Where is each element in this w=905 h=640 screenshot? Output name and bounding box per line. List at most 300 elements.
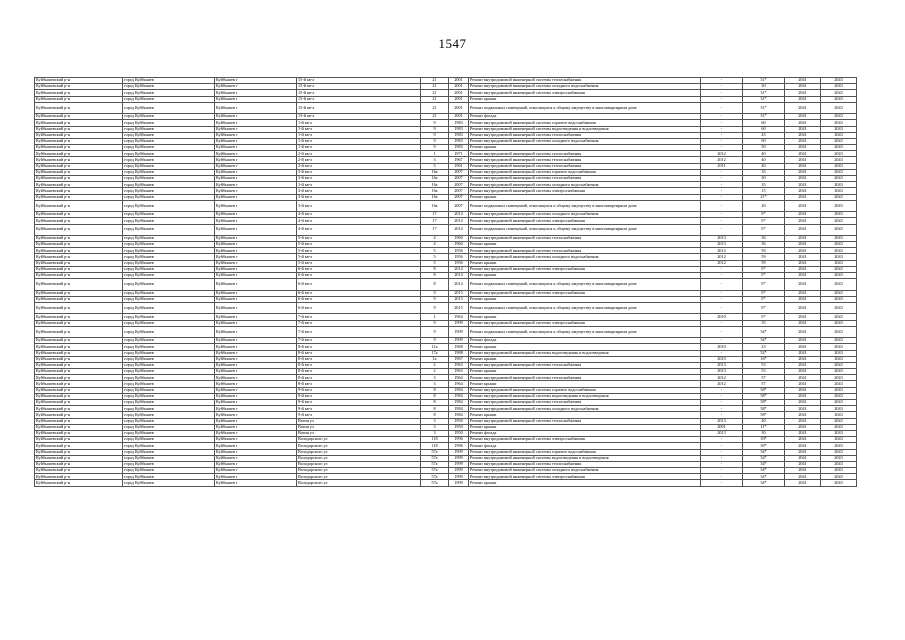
street-cell: 3-й кв-л	[297, 200, 421, 211]
district-cell: Куйбышевский р-н	[35, 242, 123, 248]
work-type-cell: Ремонт внутридомовой инженерной системы электроснабжения	[469, 188, 701, 194]
locality-cell: Куйбышев г	[215, 279, 297, 290]
start-year-cell: 2041	[785, 320, 821, 326]
locality-cell: Куйбышев г	[215, 356, 297, 362]
year-built-cell: 1999	[449, 480, 469, 486]
locality-cell: Куйбышев г	[215, 188, 297, 194]
last-repair-cell: 2010	[701, 344, 743, 350]
year-built-cell: 1971	[449, 151, 469, 157]
municipality-cell: город Куйбышев	[123, 303, 215, 314]
municipality-cell: город Куйбышев	[123, 84, 215, 90]
end-year-cell: 2043	[821, 90, 857, 96]
wear-cell: 0*	[743, 266, 785, 272]
district-cell: Куйбышевский р-н	[35, 102, 123, 113]
wear-cell: 60	[743, 138, 785, 144]
wear-cell: 0*	[743, 224, 785, 235]
municipality-cell: город Куйбышев	[123, 138, 215, 144]
year-built-cell: 1999	[449, 326, 469, 337]
house-cell: 17	[421, 224, 449, 235]
wear-cell: 58*	[743, 400, 785, 406]
locality-cell: Куйбышев г	[215, 314, 297, 320]
municipality-cell: город Куйбышев	[123, 369, 215, 375]
year-built-cell: 1984	[449, 400, 469, 406]
last-repair-cell: -	[701, 84, 743, 90]
locality-cell: Куйбышев г	[215, 200, 297, 211]
work-type-cell: Ремонт внутридомовой инженерной системы электроснабжения	[469, 290, 701, 296]
last-repair-cell: -	[701, 455, 743, 461]
street-cell: 4-й кв-л	[297, 218, 421, 224]
municipality-cell: город Куйбышев	[123, 151, 215, 157]
locality-cell: Куйбышев г	[215, 96, 297, 102]
start-year-cell: 2041	[785, 242, 821, 248]
year-built-cell: 1999	[449, 461, 469, 467]
district-cell: Куйбышевский р-н	[35, 406, 123, 412]
last-repair-cell: -	[701, 480, 743, 486]
house-cell: 16а	[421, 182, 449, 188]
year-built-cell: 2014	[449, 279, 469, 290]
start-year-cell: 2041	[785, 468, 821, 474]
district-cell: Куйбышевский р-н	[35, 212, 123, 218]
wear-cell: 34*	[743, 468, 785, 474]
year-built-cell: 1950	[449, 430, 469, 436]
year-built-cell: 1988	[449, 350, 469, 356]
table-row	[35, 480, 857, 486]
municipality-cell: город Куйбышев	[123, 350, 215, 356]
house-cell: 57а	[421, 461, 449, 467]
end-year-cell: 2043	[821, 248, 857, 254]
last-repair-cell: 2001	[701, 424, 743, 430]
year-built-cell: 1961	[449, 163, 469, 169]
municipality-cell: город Куйбышев	[123, 320, 215, 326]
district-cell: Куйбышевский р-н	[35, 400, 123, 406]
last-repair-cell: 2013	[701, 235, 743, 241]
wear-cell: 40	[743, 163, 785, 169]
municipality-cell: город Куйбышев	[123, 169, 215, 175]
wear-cell: 59	[743, 248, 785, 254]
end-year-cell: 2043	[821, 326, 857, 337]
locality-cell: Куйбышев г	[215, 320, 297, 326]
start-year-cell: 2041	[785, 224, 821, 235]
start-year-cell: 2041	[785, 176, 821, 182]
wear-cell: 50	[743, 145, 785, 151]
house-cell: 9	[421, 290, 449, 296]
work-type-cell: Ремонт внутридомовой инженерной системы теплоснабжения	[469, 461, 701, 467]
street-cell: 8-й кв-л	[297, 344, 421, 350]
house-cell: 16а	[421, 194, 449, 200]
house-cell: 9	[421, 338, 449, 344]
municipality-cell: город Куйбышев	[123, 437, 215, 443]
house-cell: 57а	[421, 474, 449, 480]
municipality-cell: город Куйбышев	[123, 375, 215, 381]
wear-cell: 57	[743, 375, 785, 381]
municipality-cell: город Куйбышев	[123, 387, 215, 393]
wear-cell: 58*	[743, 412, 785, 418]
work-type-cell: Ремонт крыши	[469, 480, 701, 486]
last-repair-cell: -	[701, 200, 743, 211]
year-built-cell: 2007	[449, 182, 469, 188]
municipality-cell: город Куйбышев	[123, 424, 215, 430]
last-repair-cell: 2010	[701, 314, 743, 320]
locality-cell: Куйбышев г	[215, 132, 297, 138]
street-cell: 7-й кв-л	[297, 338, 421, 344]
last-repair-cell: -	[701, 169, 743, 175]
district-cell: Куйбышевский р-н	[35, 218, 123, 224]
work-type-cell: Ремонт внутридомовой инженерной системы холодного водоснабжения	[469, 406, 701, 412]
work-type-cell: Ремонт подвальных помещений, относящихся к общему имуществу в многоквартирном доме	[469, 279, 701, 290]
municipality-cell: город Куйбышев	[123, 480, 215, 486]
end-year-cell: 2043	[821, 468, 857, 474]
wear-cell: 52*	[743, 350, 785, 356]
house-cell: 57а	[421, 480, 449, 486]
house-cell: 9	[421, 296, 449, 302]
street-cell: 5-й кв-л	[297, 254, 421, 260]
work-type-cell: Ремонт подвальных помещений, относящихся к общему имуществу в многоквартирном доме	[469, 224, 701, 235]
work-type-cell: Ремонт фасада	[469, 443, 701, 449]
house-cell: 21	[421, 96, 449, 102]
year-built-cell: 2001	[449, 78, 469, 84]
locality-cell: Куйбышев г	[215, 266, 297, 272]
year-built-cell: 1996	[449, 443, 469, 449]
municipality-cell: город Куйбышев	[123, 120, 215, 126]
end-year-cell: 2043	[821, 188, 857, 194]
locality-cell: Куйбышев г	[215, 480, 297, 486]
house-cell: 8	[421, 393, 449, 399]
street-cell: Володарского ул	[297, 461, 421, 467]
start-year-cell: 2041	[785, 248, 821, 254]
last-repair-cell: -	[701, 443, 743, 449]
municipality-cell: город Куйбышев	[123, 90, 215, 96]
locality-cell: Куйбышев г	[215, 449, 297, 455]
municipality-cell: город Куйбышев	[123, 96, 215, 102]
locality-cell: Куйбышев г	[215, 176, 297, 182]
year-built-cell: 2007	[449, 188, 469, 194]
wear-cell: 20	[743, 200, 785, 211]
end-year-cell: 2043	[821, 266, 857, 272]
end-year-cell: 2043	[821, 461, 857, 467]
year-built-cell: 1960	[449, 235, 469, 241]
locality-cell: Куйбышев г	[215, 375, 297, 381]
wear-cell: 59	[743, 260, 785, 266]
district-cell: Куйбышевский р-н	[35, 455, 123, 461]
house-cell: 3	[421, 157, 449, 163]
end-year-cell: 2043	[821, 303, 857, 314]
municipality-cell: город Куйбышев	[123, 132, 215, 138]
municipality-cell: город Куйбышев	[123, 400, 215, 406]
street-cell: 15-й кв-л	[297, 84, 421, 90]
last-repair-cell: -	[701, 182, 743, 188]
work-type-cell: Ремонт крыши	[469, 194, 701, 200]
start-year-cell: 2041	[785, 338, 821, 344]
work-type-cell: Ремонт внутридомовой инженерной системы горячего водоснабжения	[469, 120, 701, 126]
locality-cell: Куйбышев г	[215, 212, 297, 218]
house-cell: 3	[421, 430, 449, 436]
locality-cell: Куйбышев г	[215, 350, 297, 356]
year-built-cell: 1983	[449, 138, 469, 144]
last-repair-cell: 2012	[701, 254, 743, 260]
end-year-cell: 2043	[821, 212, 857, 218]
work-type-cell: Ремонт внутридомовой инженерной системы теплоснабжения	[469, 235, 701, 241]
end-year-cell: 2043	[821, 120, 857, 126]
end-year-cell: 2043	[821, 375, 857, 381]
end-year-cell: 2043	[821, 320, 857, 326]
end-year-cell: 2043	[821, 418, 857, 424]
start-year-cell: 2041	[785, 461, 821, 467]
work-type-cell: Ремонт внутридомовой инженерной системы холодного водоснабжения	[469, 212, 701, 218]
district-cell: Куйбышевский р-н	[35, 344, 123, 350]
end-year-cell: 2043	[821, 102, 857, 113]
street-cell: 15-й кв-л	[297, 114, 421, 120]
district-cell: Куйбышевский р-н	[35, 449, 123, 455]
wear-cell: 0*	[743, 296, 785, 302]
year-built-cell: 1999	[449, 338, 469, 344]
municipality-cell: город Куйбышев	[123, 412, 215, 418]
start-year-cell: 2041	[785, 424, 821, 430]
work-type-cell: Ремонт внутридомовой инженерной системы теплоснабжения	[469, 163, 701, 169]
municipality-cell: город Куйбышев	[123, 176, 215, 182]
wear-cell: 36	[743, 242, 785, 248]
year-built-cell: 1964	[449, 375, 469, 381]
municipality-cell: город Куйбышев	[123, 296, 215, 302]
work-type-cell: Ремонт внутридомовой инженерной системы электроснабжения	[469, 266, 701, 272]
end-year-cell: 2043	[821, 449, 857, 455]
end-year-cell: 2043	[821, 78, 857, 84]
municipality-cell: город Куйбышев	[123, 235, 215, 241]
municipality-cell: город Куйбышев	[123, 163, 215, 169]
year-built-cell: 2001	[449, 102, 469, 113]
end-year-cell: 2043	[821, 224, 857, 235]
locality-cell: Куйбышев г	[215, 260, 297, 266]
start-year-cell: 2041	[785, 151, 821, 157]
end-year-cell: 2043	[821, 235, 857, 241]
locality-cell: Куйбышев г	[215, 169, 297, 175]
year-built-cell: 2001	[449, 96, 469, 102]
last-repair-cell: 2013	[701, 369, 743, 375]
year-built-cell: 2001	[449, 90, 469, 96]
house-cell: 9	[421, 138, 449, 144]
last-repair-cell: 2012	[701, 151, 743, 157]
table-row	[35, 303, 857, 314]
work-type-cell: Ремонт внутридомовой инженерной системы водоотведения и водоотведения	[469, 455, 701, 461]
locality-cell: Куйбышев г	[215, 78, 297, 84]
end-year-cell: 2043	[821, 163, 857, 169]
municipality-cell: город Куйбышев	[123, 381, 215, 387]
last-repair-cell: -	[701, 412, 743, 418]
district-cell: Куйбышевский р-н	[35, 424, 123, 430]
year-built-cell: 1950	[449, 424, 469, 430]
end-year-cell: 2043	[821, 273, 857, 279]
start-year-cell: 2041	[785, 132, 821, 138]
last-repair-cell: -	[701, 387, 743, 393]
house-cell: 8	[421, 279, 449, 290]
district-cell: Куйбышевский р-н	[35, 350, 123, 356]
locality-cell: Куйбышев г	[215, 218, 297, 224]
house-cell: 2	[421, 369, 449, 375]
end-year-cell: 2043	[821, 218, 857, 224]
work-type-cell: Ремонт подвальных помещений, относящихся к общему имуществу в многоквартирном доме	[469, 326, 701, 337]
district-cell: Куйбышевский р-н	[35, 443, 123, 449]
locality-cell: Куйбышев г	[215, 114, 297, 120]
street-cell: Ватин ул	[297, 430, 421, 436]
last-repair-cell: 2012	[701, 248, 743, 254]
street-cell: 6-й кв-л	[297, 279, 421, 290]
table-body	[35, 78, 857, 487]
municipality-cell: город Куйбышев	[123, 273, 215, 279]
end-year-cell: 2043	[821, 254, 857, 260]
last-repair-cell: -	[701, 474, 743, 480]
street-cell: Володарского ул	[297, 480, 421, 486]
locality-cell: Куйбышев г	[215, 338, 297, 344]
last-repair-cell: -	[701, 400, 743, 406]
year-built-cell: 2001	[449, 84, 469, 90]
locality-cell: Куйбышев г	[215, 468, 297, 474]
municipality-cell: город Куйбышев	[123, 393, 215, 399]
start-year-cell: 2041	[785, 480, 821, 486]
last-repair-cell: -	[701, 145, 743, 151]
start-year-cell: 2041	[785, 375, 821, 381]
district-cell: Куйбышевский р-н	[35, 188, 123, 194]
locality-cell: Куйбышев г	[215, 102, 297, 113]
work-type-cell: Ремонт крыши	[469, 96, 701, 102]
start-year-cell: 2041	[785, 90, 821, 96]
house-cell: 17	[421, 218, 449, 224]
year-built-cell: 1983	[449, 120, 469, 126]
district-cell: Куйбышевский р-н	[35, 120, 123, 126]
table-row	[35, 224, 857, 235]
municipality-cell: город Куйбышев	[123, 266, 215, 272]
work-type-cell: Ремонт внутридомовой инженерной системы электроснабжения	[469, 218, 701, 224]
work-type-cell: Ремонт внутридомовой инженерной системы теплоснабжения	[469, 362, 701, 368]
last-repair-cell: -	[701, 120, 743, 126]
work-type-cell: Ремонт внутридомовой инженерной системы теплоснабжения	[469, 248, 701, 254]
locality-cell: Куйбышев г	[215, 120, 297, 126]
work-type-cell: Ремонт внутридомовой инженерной системы теплоснабжения	[469, 151, 701, 157]
year-built-cell: 1956	[449, 254, 469, 260]
house-cell: 9	[421, 132, 449, 138]
last-repair-cell: -	[701, 266, 743, 272]
house-cell: 21	[421, 84, 449, 90]
locality-cell: Куйбышев г	[215, 461, 297, 467]
house-cell: 16а	[421, 169, 449, 175]
table-row	[35, 326, 857, 337]
end-year-cell: 2043	[821, 412, 857, 418]
street-cell: 6-й кв-л	[297, 290, 421, 296]
street-cell: 8-й кв-л	[297, 375, 421, 381]
end-year-cell: 2043	[821, 437, 857, 443]
district-cell: Куйбышевский р-н	[35, 474, 123, 480]
municipality-cell: город Куйбышев	[123, 260, 215, 266]
end-year-cell: 2043	[821, 381, 857, 387]
last-repair-cell: -	[701, 350, 743, 356]
house-cell: 57а	[421, 468, 449, 474]
municipality-cell: город Куйбышев	[123, 102, 215, 113]
repair-schedule-table	[34, 77, 857, 487]
district-cell: Куйбышевский р-н	[35, 418, 123, 424]
year-built-cell: 1999	[449, 474, 469, 480]
municipality-cell: город Куйбышев	[123, 218, 215, 224]
district-cell: Куйбышевский р-н	[35, 224, 123, 235]
start-year-cell: 2041	[785, 102, 821, 113]
year-built-cell: 1983	[449, 145, 469, 151]
year-built-cell: 2001	[449, 114, 469, 120]
last-repair-cell: 2013	[701, 242, 743, 248]
wear-cell: 34*	[743, 474, 785, 480]
work-type-cell: Ремонт внутридомовой инженерной системы теплоснабжения	[469, 418, 701, 424]
street-cell: 6-й кв-л	[297, 273, 421, 279]
last-repair-cell: 2012	[701, 375, 743, 381]
wear-cell: 15	[743, 188, 785, 194]
house-cell: 1а	[421, 356, 449, 362]
work-type-cell: Ремонт внутридомовой инженерной системы теплоснабжения	[469, 176, 701, 182]
start-year-cell: 2041	[785, 260, 821, 266]
wear-cell: 34*	[743, 449, 785, 455]
locality-cell: Куйбышев г	[215, 163, 297, 169]
locality-cell: Куйбышев г	[215, 254, 297, 260]
start-year-cell: 2041	[785, 290, 821, 296]
district-cell: Куйбышевский р-н	[35, 393, 123, 399]
last-repair-cell: 2012	[701, 157, 743, 163]
year-built-cell: 1963	[449, 362, 469, 368]
wear-cell: 36	[743, 235, 785, 241]
house-cell: 11а	[421, 344, 449, 350]
district-cell: Куйбышевский р-н	[35, 248, 123, 254]
work-type-cell: Ремонт фасада	[469, 430, 701, 436]
house-cell: 17а	[421, 350, 449, 356]
end-year-cell: 2043	[821, 114, 857, 120]
district-cell: Куйбышевский р-н	[35, 430, 123, 436]
district-cell: Куйбышевский р-н	[35, 126, 123, 132]
work-type-cell: Ремонт внутридомовой инженерной системы горячего водоснабжения	[469, 449, 701, 455]
district-cell: Куйбышевский р-н	[35, 260, 123, 266]
district-cell: Куйбышевский р-н	[35, 480, 123, 486]
work-type-cell: Ремонт внутридомовой инженерной системы электроснабжения	[469, 437, 701, 443]
year-built-cell: 2007	[449, 169, 469, 175]
table-row	[35, 200, 857, 211]
house-cell: 118	[421, 443, 449, 449]
last-repair-cell: -	[701, 78, 743, 84]
start-year-cell: 2041	[785, 235, 821, 241]
street-cell: Володарского ул	[297, 443, 421, 449]
year-built-cell: 2014	[449, 224, 469, 235]
street-cell: Володарского ул	[297, 474, 421, 480]
start-year-cell: 2041	[785, 443, 821, 449]
wear-cell: 31*	[743, 102, 785, 113]
wear-cell: 35	[743, 169, 785, 175]
street-cell: 5-й кв-л	[297, 260, 421, 266]
year-built-cell: 1964	[449, 314, 469, 320]
wear-cell: 40	[743, 151, 785, 157]
house-cell: 21	[421, 102, 449, 113]
house-cell: 8	[421, 412, 449, 418]
work-type-cell: Ремонт внутридомовой инженерной системы теплоснабжения	[469, 400, 701, 406]
work-type-cell: Ремонт крыши	[469, 356, 701, 362]
end-year-cell: 2043	[821, 157, 857, 163]
district-cell: Куйбышевский р-н	[35, 290, 123, 296]
end-year-cell: 2043	[821, 350, 857, 356]
table-row	[35, 102, 857, 113]
year-built-cell: 1999	[449, 455, 469, 461]
end-year-cell: 2043	[821, 242, 857, 248]
street-cell: 3-й кв-л	[297, 169, 421, 175]
end-year-cell: 2043	[821, 480, 857, 486]
year-built-cell: 1999	[449, 320, 469, 326]
district-cell: Куйбышевский р-н	[35, 369, 123, 375]
locality-cell: Куйбышев г	[215, 194, 297, 200]
wear-cell: 60	[743, 126, 785, 132]
municipality-cell: город Куйбышев	[123, 78, 215, 84]
district-cell: Куйбышевский р-н	[35, 151, 123, 157]
work-type-cell: Ремонт крыши	[469, 145, 701, 151]
last-repair-cell: -	[701, 326, 743, 337]
